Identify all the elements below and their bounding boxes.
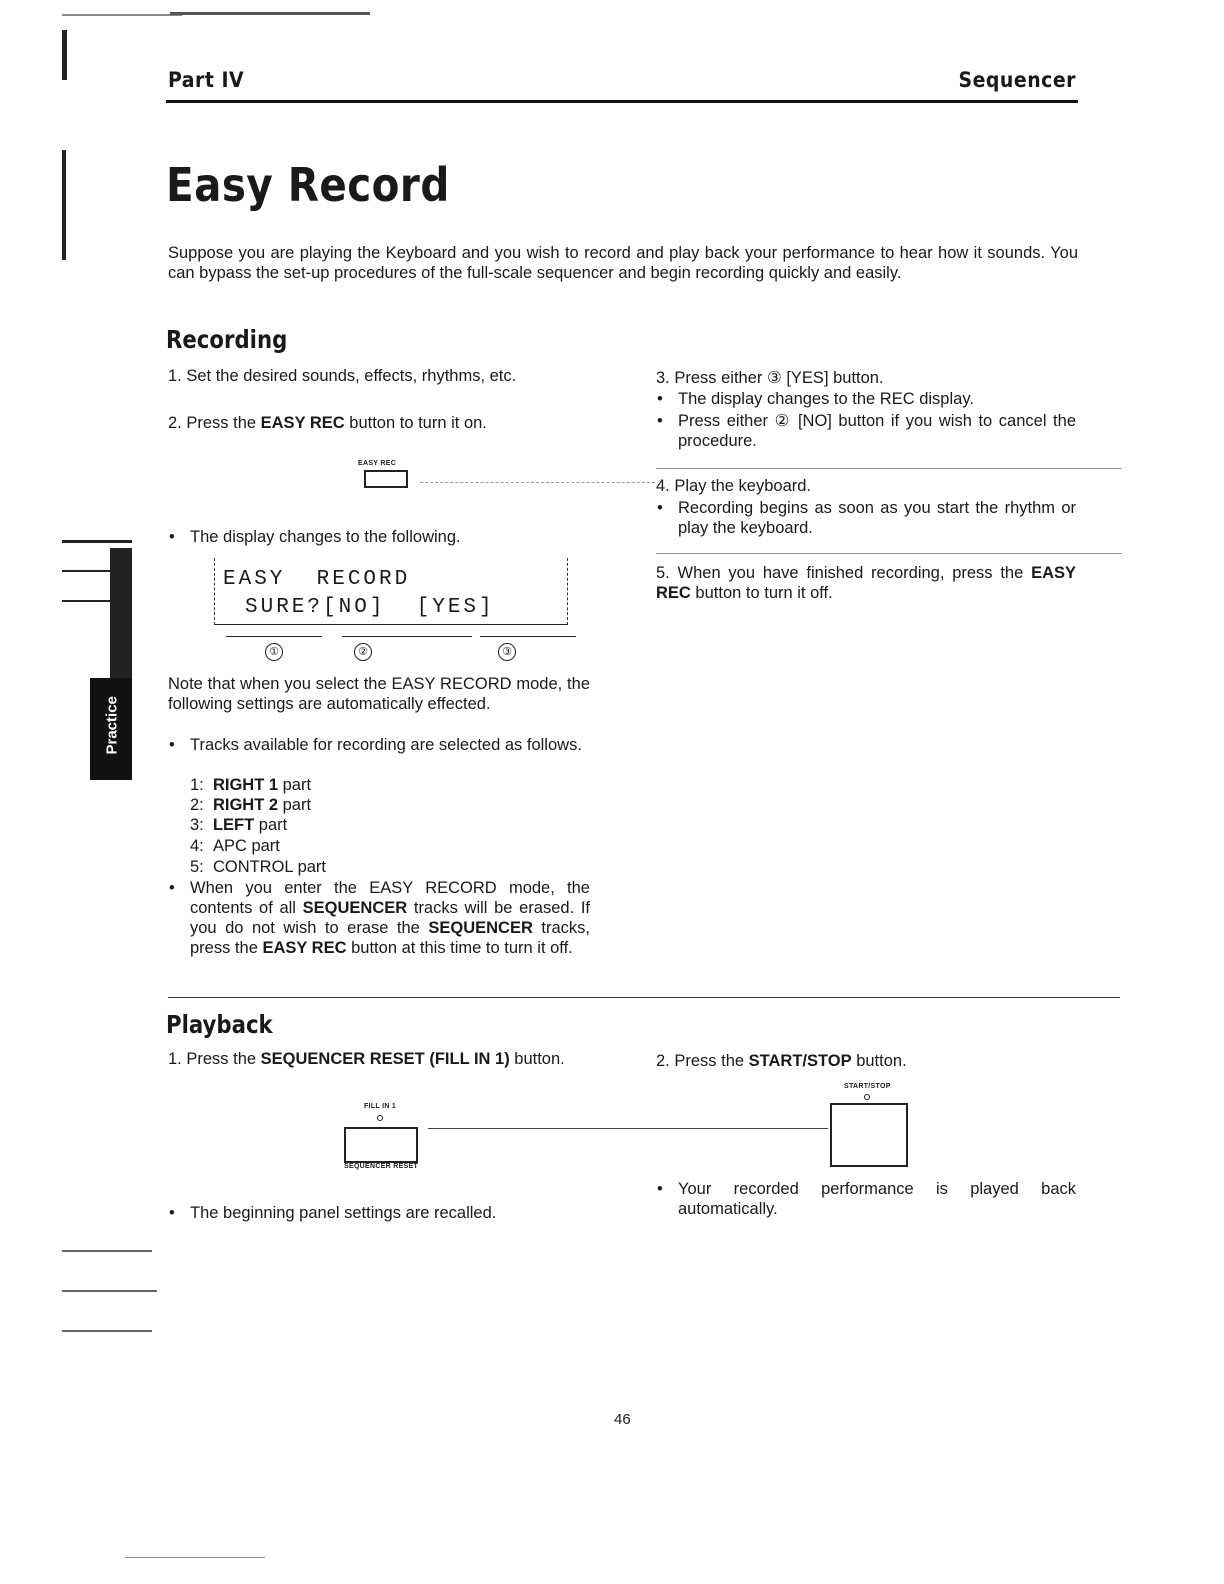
callout-3: ③ bbox=[498, 643, 516, 661]
leader-line bbox=[420, 482, 655, 483]
erase-warning: • When you enter the EASY RECORD mode, the contents of all SEQUENCER tracks will be erased. If you do not wish to erase the SEQUENCER tracks, press the EASY REC button at this time to turn it off. bbox=[190, 878, 590, 958]
step-3-note-2: • Press either ② [NO] button if you wish to cancel the procedure. bbox=[678, 411, 1076, 451]
scan-mark bbox=[170, 12, 370, 15]
easy-rec-button[interactable] bbox=[364, 470, 408, 488]
sequencer-reset-label: SEQUENCER RESET bbox=[344, 1163, 419, 1170]
page-title: Easy Record bbox=[166, 158, 450, 212]
track-item: 3: LEFT part bbox=[190, 816, 288, 834]
recording-step-4: 4. Play the keyboard. bbox=[656, 477, 812, 495]
scan-mark bbox=[62, 14, 182, 16]
scan-mark bbox=[62, 600, 112, 602]
header-rule bbox=[166, 100, 1078, 103]
intro-paragraph: Suppose you are playing the Keyboard and you wish to record and play back your performance to hear how it sounds. You can bypass the set-up procedures of the full-scale sequencer and begin recording quickly and easily. bbox=[168, 244, 1078, 282]
track-item: 1: RIGHT 1 part bbox=[190, 776, 312, 794]
start-stop-label: START/STOP bbox=[844, 1083, 891, 1090]
lcd-display bbox=[214, 558, 568, 625]
start-stop-button[interactable] bbox=[830, 1103, 908, 1167]
section-divider bbox=[168, 997, 1120, 998]
easy-rec-label: EASY REC bbox=[358, 460, 397, 467]
start-stop-led bbox=[864, 1094, 870, 1100]
fill-in-label: FILL IN 1 bbox=[364, 1103, 397, 1110]
tracks-intro: • Tracks available for recording are selected as follows. bbox=[190, 735, 590, 755]
track-item: 4: APC part bbox=[190, 837, 280, 855]
callout-2: ② bbox=[354, 643, 372, 661]
playback-heading: Playback bbox=[166, 1010, 273, 1039]
playback-step-2-note: • Your recorded performance is played back automatically. bbox=[678, 1179, 1076, 1219]
recording-step-5: 5. When you have finished recording, press the EASY REC button to turn it off. bbox=[656, 564, 1076, 602]
track-item: 5: CONTROL part bbox=[190, 858, 327, 876]
leader-line bbox=[428, 1128, 828, 1129]
recording-step-2: 2. Press the EASY REC button to turn it on. bbox=[168, 414, 487, 432]
lcd-line-1: EASY RECORD bbox=[223, 568, 411, 591]
easy-record-note: Note that when you select the EASY RECORD mode, the following settings are automatically effected. bbox=[168, 675, 590, 713]
playback-step-1: 1. Press the SEQUENCER RESET (FILL IN 1) button. bbox=[168, 1050, 565, 1068]
callout-line bbox=[342, 636, 472, 637]
side-tab-label: Practice bbox=[103, 696, 121, 755]
scan-mark bbox=[62, 150, 66, 260]
scan-mark bbox=[62, 570, 112, 572]
scan-mark bbox=[62, 30, 67, 80]
page-number: 46 bbox=[614, 1411, 631, 1428]
divider bbox=[656, 553, 1122, 554]
scan-mark bbox=[62, 540, 132, 543]
callout-line bbox=[480, 636, 576, 637]
sequencer-reset-button[interactable] bbox=[344, 1127, 418, 1163]
display-change-note: • The display changes to the following. bbox=[190, 527, 610, 547]
playback-step-1-note: • The beginning panel settings are recalled. bbox=[190, 1203, 610, 1223]
lcd-line-2: SURE?[NO] [YES] bbox=[245, 596, 495, 619]
scan-mark bbox=[62, 1250, 152, 1252]
fill-in-led bbox=[377, 1115, 383, 1121]
scan-mark bbox=[62, 1290, 157, 1292]
track-item: 2: RIGHT 2 part bbox=[190, 796, 312, 814]
scan-mark bbox=[110, 548, 132, 678]
callout-line bbox=[226, 636, 322, 637]
step-4-note: • Recording begins as soon as you start the rhythm or play the keyboard. bbox=[678, 498, 1076, 538]
recording-step-1: 1. Set the desired sounds, effects, rhythms, etc. bbox=[168, 367, 517, 385]
side-tab bbox=[90, 678, 132, 780]
recording-step-3: 3. Press either ③ [YES] button. bbox=[656, 369, 884, 387]
callout-1: ① bbox=[265, 643, 283, 661]
step-3-note-1: • The display changes to the REC display. bbox=[678, 389, 1076, 409]
recording-heading: Recording bbox=[166, 325, 288, 354]
divider bbox=[656, 468, 1122, 469]
scan-mark bbox=[125, 1557, 265, 1558]
part-label: Part IV bbox=[168, 68, 245, 92]
scan-mark bbox=[62, 1330, 152, 1332]
playback-step-2: 2. Press the START/STOP button. bbox=[656, 1052, 907, 1070]
section-label: Sequencer bbox=[958, 68, 1076, 92]
